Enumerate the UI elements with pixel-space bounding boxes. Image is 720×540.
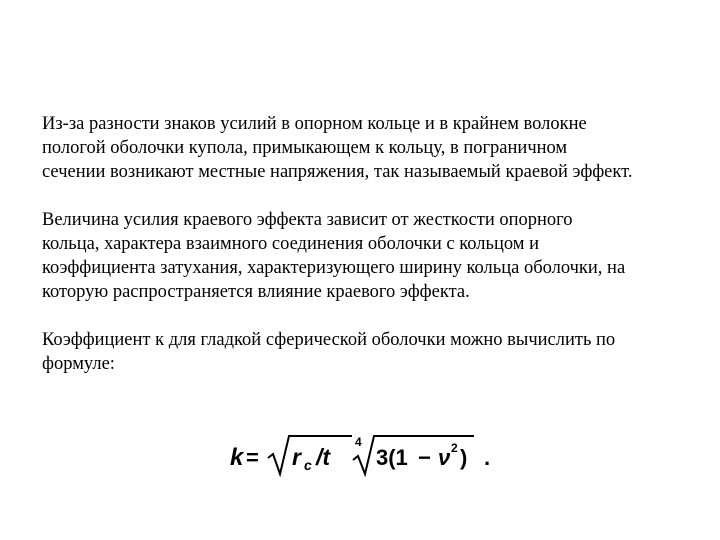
text-line: Из-за разности знаков усилий в опорном кольце и в крайнем волокне <box>42 114 587 134</box>
paragraph-edge-effect-magnitude <box>42 208 702 304</box>
formula-equals: = <box>246 445 259 470</box>
text-line: сечении возникают местные напряжения, так называемый краевой эффект. <box>42 162 633 182</box>
paragraph-coefficient-intro <box>42 328 702 376</box>
text-line: коэффициента затухания, характеризующего ширину кольца оболочки, на <box>42 258 626 278</box>
formula-slash-t: /t <box>316 444 331 470</box>
formula-r: r <box>292 444 301 470</box>
formula-k: k <box>230 444 244 471</box>
formula-minus: − <box>418 445 431 470</box>
formula-graphic <box>228 432 498 478</box>
text-line: Величина усилия краевого эффекта зависит от жесткости опорного <box>42 210 573 230</box>
text-line: которую распространяется влияние краевого эффекта. <box>42 282 470 302</box>
formula-r-subscript: c <box>304 457 312 473</box>
text-line: Коэффициент к для гладкой сферической оболочки можно вычислить по <box>42 330 616 350</box>
formula-radicand-open: 3(1 <box>376 445 408 470</box>
coefficient-formula <box>228 432 498 478</box>
root-index: 4 <box>355 435 362 449</box>
formula-nu-exponent: 2 <box>451 441 458 455</box>
text-line: кольца, характера взаимного соединения оболочки с кольцом и <box>42 234 539 254</box>
formula-nu: ν <box>438 445 451 470</box>
paragraph-edge-effect-cause <box>42 112 702 184</box>
formula-radicand-close: ) <box>460 445 468 470</box>
text-line: формуле: <box>42 354 115 374</box>
formula-period: . <box>484 445 491 470</box>
text-line: пологой оболочки купола, примыкающем к кольцу, в пограничном <box>42 138 568 158</box>
